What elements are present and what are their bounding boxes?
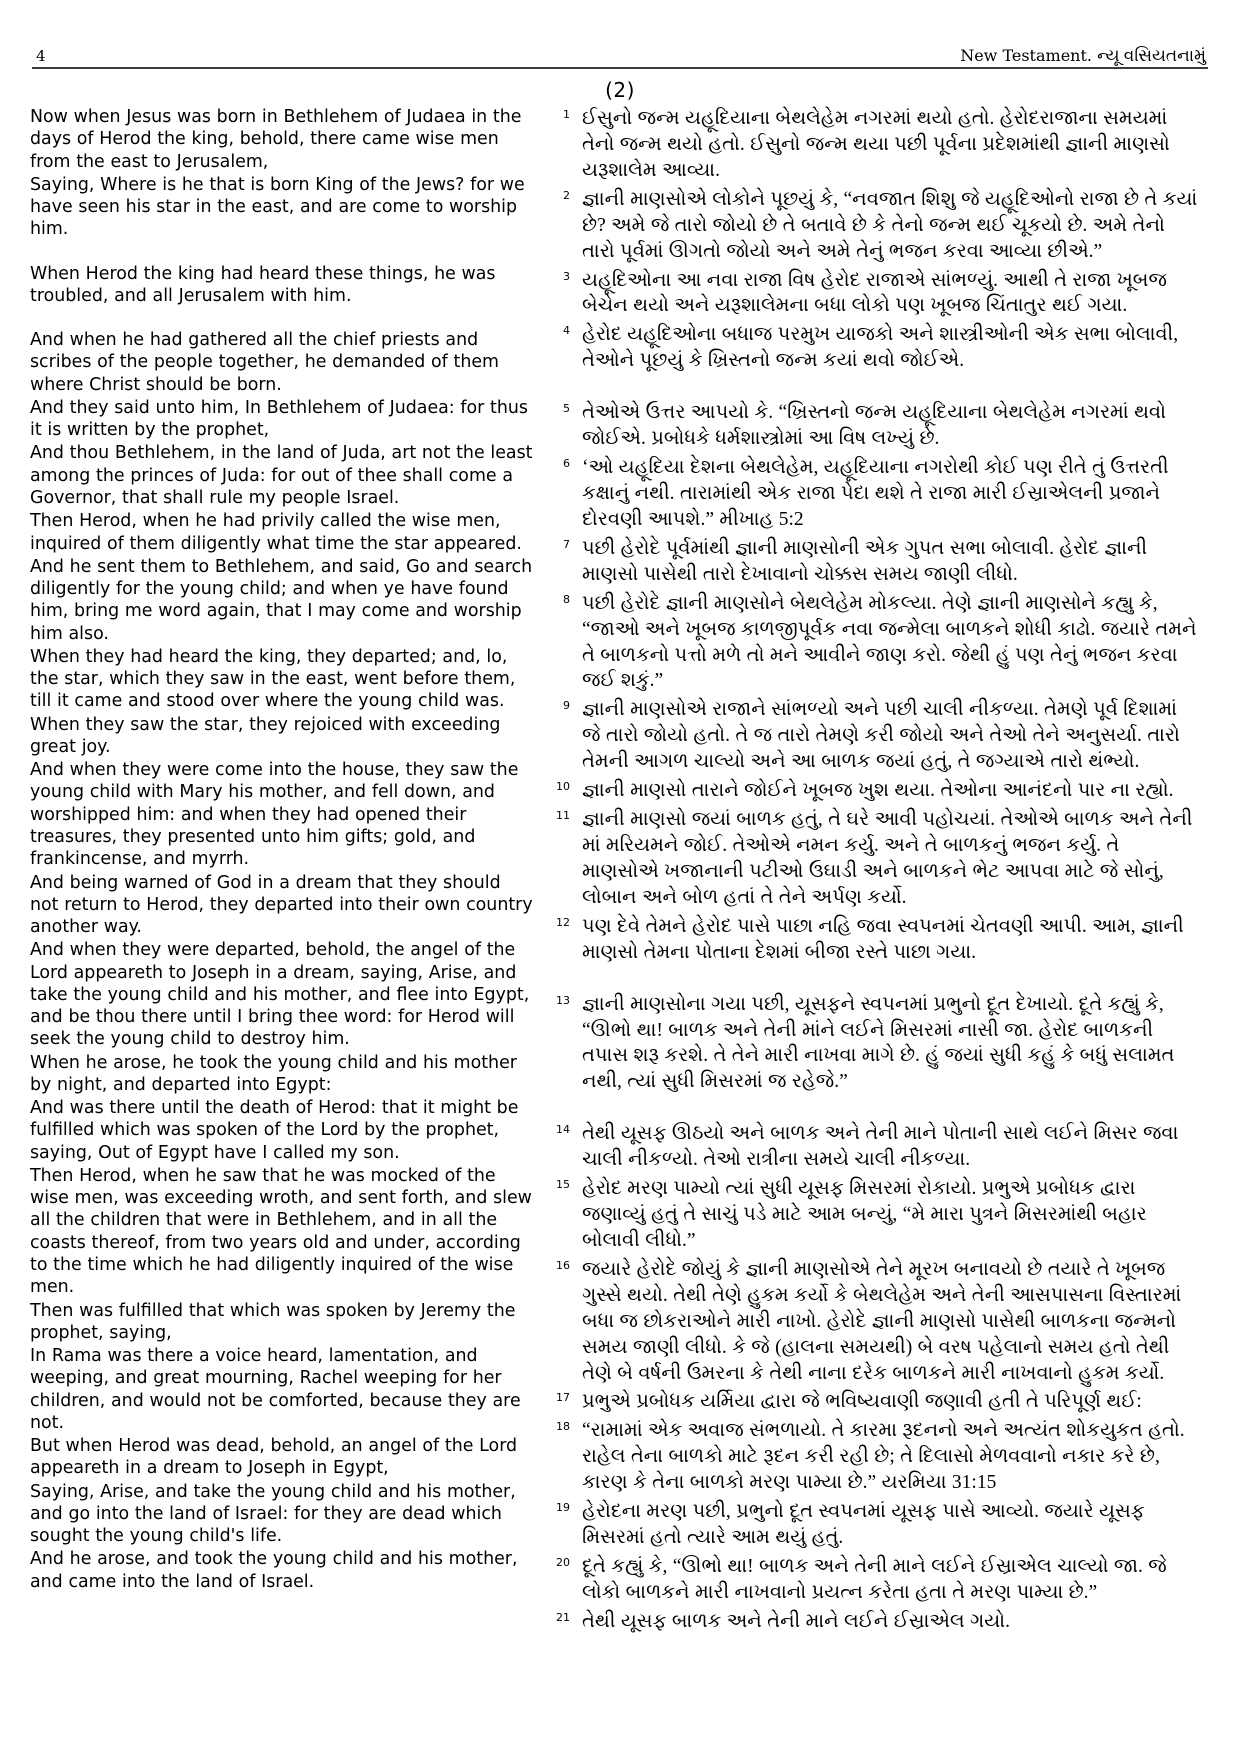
verse-text: જ્ઞાની માણસો જયાં બાળક હતું, તે ઘરે આવી પહોચયાં. તેઓએ બાળક અને તેની માં મરિયમને જોઈ. તેઓએ નમન કર્યુ. અને તે બાળકનું ભજન કર્યુ. તે માણસોએ ખજાનાની પટીઓ ઉઘાડી અને બાળકને ભેટ આપવા માટે જે સોનું, લોબાન અને બોળ હતાં તે તેને અર્પણ કર્યો. [582, 809, 1193, 908]
verse-number: 13 [556, 993, 570, 1007]
english-verse: And when they were departed, behold, the angel of the Lord appeareth to Joseph in a dream, saying, Arise, and take the young child and his mother, and flee into Egypt, and be thou there until I bring thee word: for Herod will seek the young child to destroy him. [30, 940, 530, 1050]
gujarati-verse [548, 807, 1198, 911]
gujarati-verse [548, 914, 1198, 966]
gujarati-verse [548, 322, 1198, 374]
verse-text: જ્ઞાની માણસો તારાને જોઈને ખૂબજ ખુશ થયા. તેઓના આનંદનો પાર ના રહ્યો. [582, 780, 1174, 802]
english-verse: And thou Bethlehem, in the land of Juda, art not the least among the princes of Juda: for out of thee shall come a Governor, that shall rule my people Israel. [30, 443, 533, 508]
running-title-english: New Testament. [960, 46, 1092, 65]
gujarati-verse [548, 400, 1198, 452]
english-verse: Saying, Arise, and take the young child and his mother, and go into the land of Israel: for they are dead which sought the young child's life. [30, 1481, 516, 1547]
verse-text: દૂતે કહ્યું કે, “ઊભો થા! બાળક અને તેની માને લઈને ઈસ્રાએલ ચાલ્યો જા. જે લોકો બાળકને મારી નાખવાનો પ્રયત્ન કરેતા હતા તે મરણ પામ્યા છે.” [582, 1556, 1167, 1603]
verse-number: 12 [556, 915, 570, 929]
english-verse: And when they were come into the house, they saw the young child with Mary his mother, and fell down, and worshipped him: and when they had opened their treasures, they presented unto him gifts; gold, and frankincense, and myrrh. [30, 760, 519, 870]
gujarati-verse [548, 778, 1198, 804]
verse-text: તેથી યૂસફ બાળક અને તેની માને લઈને ઈસ્રાએલ ગયો. [582, 1610, 1010, 1632]
header-rule [32, 67, 1208, 69]
english-verse: And he sent them to Bethlehem, and said, Go and search diligently for the young child; and when ye have found him, bring me word again, that I may come and worship him also. [30, 556, 533, 644]
gujarati-column [538, 106, 1198, 1638]
verse-text: ‘ઓ યહૂદિયા દેશના બેથલેહેમ, યહૂદિયાના નગરોથી કોઈ પણ રીતે તું ઉત્તરતી કક્ષાનું નથી. તારામાંથી એક રાજા પેદા થશે તે રાજા મારી ઈસ્રાએલની પ્રજાને દોરવણી આપશે.” મીખાહ 5:2 [582, 457, 1169, 530]
gujarati-verse [548, 1389, 1198, 1415]
english-verse: When he arose, he took the young child and his mother by night, and departed into Egypt: [30, 1052, 517, 1095]
english-verse: Then was fulfilled that which was spoken by Jeremy the prophet, saying, [30, 1300, 516, 1343]
english-verse: When they had heard the king, they departed; and, lo, the star, which they saw in the east, went before them, till it came and stood over where the young child was. [30, 646, 516, 712]
verse-number: 10 [556, 780, 570, 794]
chapter-marker: (2) [605, 78, 635, 102]
english-verse: And being warned of God in a dream that they should not return to Herod, they departed into their own country another way. [30, 872, 533, 938]
gujarati-verse [548, 268, 1198, 320]
gujarati-verse [548, 1609, 1198, 1635]
verse-number: 18 [556, 1420, 570, 1434]
gujarati-verse [548, 591, 1198, 695]
verse-text: ઈસુનો જન્મ યહૂદિયાના બેથલેહેમ નગરમાં થયો હતો. હેરોદરાજાના સમયમાં તેનો જન્મ થયો હતો. ઈસુનો જન્મ થયા પછી પૂર્વના પ્રદેશમાંથી જ્ઞાની માણસો યરૂશાલેમ આવ્યા. [582, 108, 1170, 181]
verse-text: યહૂદિઓના આ નવા રાજા વિષ હેરોદ રાજાએ સાંભળ્યું. આથી તે રાજા ખૂબજ બેચેન થયો અને યરૂશાલેમના બધા લોકો પણ ખૂબજ ચિંતાતુર થઈ ગયા. [582, 269, 1167, 317]
verse-text: જ્ઞાની માણસોના ગયા પછી, યૂસફને સ્વપનમાં પ્રભુનો દૂત દેખાયો. દૂતે કહ્યું કે, “ઊભો થા! બાળક અને તેની માંને લઈને મિસરમાં નાસી જા. હેરોદ બાળકની તપાસ શરૂ કરશે. તે તેને મારી નાખવા માગે છે. હું જયાં સુધી કહું કે બધું સલામત નથી, ત્યાં સુધી મિસરમાં જ રહેજે.” [582, 993, 1175, 1093]
verse-text: તેઓએ ઉત્તર આપયો કે. “ખ્રિસ્તનો જન્મ યહૂદિયાના બેથલેહેમ નગરમાં થવો જોઈએ. પ્રબોધકે ધર્મશાસ્ત્રોમાં આ વિષ લખ્યું છે. [582, 402, 1166, 450]
gujarati-verse [548, 1176, 1198, 1254]
verse-number: 14 [556, 1123, 570, 1137]
verse-number: 16 [556, 1258, 570, 1272]
gujarati-verse [548, 106, 1198, 184]
verse-number: 1 [563, 108, 570, 121]
gujarati-verse [548, 1418, 1198, 1496]
verse-text: “રામામાં એક અવાજ સંભળાયો. તે કારમા રૂદનનો અને અત્યંત શોકયુકત હતો. રાહેલ તેના બાળકો માટે રૂદન કરી રહી છે; તે દિલાસો મેળવવાનો નકાર કરે છે, કારણ કે તેના બાળકો મરણ પામ્યા છે.” યરમિયા 31:15 [582, 1420, 1185, 1494]
english-verse: Saying, Where is he that is born King of the Jews? for we have seen his star in the east, and are come to worship him. [30, 174, 525, 240]
gujarati-verse [548, 536, 1198, 588]
verse-number: 2 [563, 188, 570, 202]
gujarati-verse [548, 1554, 1198, 1606]
verse-text: પ્રભુએ પ્રબોધક યર્મિયા દ્વારા જે ભવિષ્યવાણી જણાવી હતી તે પરિપૂર્ણ થઈ: [582, 1391, 1142, 1413]
english-verse: And when he had gathered all the chief priests and scribes of the people together, he demanded of them where Christ should be born. [30, 330, 499, 395]
verse-number: 4 [563, 324, 570, 338]
verse-number: 7 [563, 537, 570, 551]
verse-number: 21 [556, 1610, 570, 1624]
gujarati-verse [548, 455, 1198, 533]
verse-text: હેરોદ યહૂદિઓના બધાજ પરમુખ યાજકો અને શાસ્ત્રીઓની એક સભા બોલાવી, તેઓને પૂછયું કે ખ્રિસ્તનો જન્મ કયાં થવો જોઈએ. [582, 324, 1179, 372]
gujarati-verse [548, 1121, 1198, 1173]
verse-text: જયારે હેરોદે જોયું કે જ્ઞાની માણસોએ તેને મૂરખ બનાવયો છે તયારે તે ખૂબજ ગુસ્સે થયો. તેથી તેણે હુકમ કર્યો કે બેથલેહેમ અને તેની આસપાસના વિસ્તારમાં બધા જ છોકરાઓને મારી નાખો. હેરોદે જ્ઞાની માણસો પાસેથી બાળકના જન્મનો સમય જાણી લીધો. કે જે (હાલના સમયથી) બે વરષ પહેલાનો સમય હતો તેથી તેણે બે વર્ષની ઉમરના કે તેથી નાના દરેક બાળકને મારી નાખવાનો હુકમ કર્યો. [582, 1258, 1182, 1384]
two-column-body [30, 106, 1210, 1638]
verse-text: જ્ઞાની માણસોએ લોકોને પૂછયું કે, “નવજાત શિશુ જે યહૂદિઓનો રાજા છે તે કયાં છે? અમે જે તારો જોયો છે તે બતાવે છે કે તેનો જન્મ થઈ ચૂકયો છે. અમે તેનો તારો પૂર્વમાં ઊગતો જોયો અને અમે તેનું ભજન કરવા આવ્યા છીએ.” [582, 188, 1198, 262]
verse-number: 5 [563, 402, 570, 416]
verse-number: 19 [556, 1501, 570, 1515]
gujarati-verse [548, 1257, 1198, 1387]
english-verse: Then Herod, when he saw that he was mocked of the wise men, was exceeding wroth, and sent forth, and slew all the children that were in Bethlehem, and in all the coasts thereof, from two years old and under, according to the time which he had diligently inquired of the wise men. [30, 1165, 532, 1298]
verse-text: હેરોદ મરણ પામ્યો ત્યાં સુધી યૂસફ મિસરમાં રોકાયો. પ્રભુએ પ્રબોધક દ્વારા જણાવ્યું હતું તે સાચું પડે માટે આમ બન્યું, “મે મારા પુત્રને મિસરમાંથી બહાર બોલાવી લીધો.” [582, 1178, 1147, 1251]
running-title [960, 47, 1206, 64]
running-head [30, 30, 1210, 64]
verse-text: પણ દેવે તેમને હેરોદ પાસે પાછા નહિ જવા સ્વપનમાં ચેતવણી આપી. આમ, જ્ઞાની માણસો તેમના પોતાના દેશમાં બીજા રસ્તે પાછા ગયા. [582, 915, 1184, 963]
gujarati-verse [548, 187, 1198, 265]
verse-number: 20 [556, 1556, 570, 1570]
verse-text: તેથી યૂસફ ઊઠયો અને બાળક અને તેની માને પોતાની સાથે લઈને મિસર જવા ચાલી નીકળ્યો. તેઓ રાત્રીના સમયે ચાલી નીકળ્યા. [582, 1123, 1179, 1171]
english-verse: And was there until the death of Herod: that it might be fulfilled which was spoken of the Lord by the prophet, saying, Out of Egypt have I called my son. [30, 1098, 519, 1163]
verse-number: 6 [563, 457, 570, 471]
verse-text: જ્ઞાની માણસોએ રાજાને સાંભળ્યો અને પછી ચાલી નીકળ્યા. તેમણે પૂર્વ દિશામાં જે તારો જોયો હતો. તે જ તારો તેમણે કરી જોયો અને તેઓ તેને અનુસર્યા. તારો તેમની આગળ ચાલ્યો અને આ બાળક જયાં હતું, તે જગ્યાએ તારો થંભ્યો. [582, 699, 1180, 773]
verse-text: હેરોદના મરણ પછી, પ્રભુનો દૂત સ્વપનમાં યૂસફ પાસે આવ્યો. જયારે યૂસફ મિસરમાં હતો ત્યારે આમ થયું હતું. [582, 1501, 1145, 1549]
english-verse: Now when Jesus was born in Bethlehem of Judaea in the days of Herod the king, behold, there came wise men from the east to Jerusalem, [30, 107, 522, 172]
english-column [30, 106, 538, 1594]
verse-number: 15 [556, 1178, 570, 1192]
verse-number: 17 [556, 1391, 570, 1405]
english-verse: But when Herod was dead, behold, an angel of the Lord appeareth in a dream to Joseph in Egypt, [30, 1436, 518, 1479]
verse-text: પછી હેરોદે પૂર્વમાંથી જ્ઞાની માણસોની એક ગુપત સભા બોલાવી. હેરોદ જ્ઞાની માણસો પાસેથી તારો દેખાવાનો ચોક્કસ સમય જાણી લીધો. [582, 537, 1148, 585]
verse-number: 3 [563, 269, 570, 283]
gujarati-verse [548, 1499, 1198, 1551]
page-number: 4 [36, 47, 46, 65]
english-verse: When they saw the star, they rejoiced with exceeding great joy. [30, 714, 501, 757]
verse-number: 8 [563, 592, 570, 606]
gujarati-verse [548, 697, 1198, 775]
verse-text: પછી હેરોદે જ્ઞાની માણસોને બેથલેહેમ મોકલ્યા. તેણે જ્ઞાની માણસોને કહ્યુ કે, “જાઓ અને ખૂબજ કાળજીપૂર્વક નવા જન્મેલા બાળકને શોધી કાઢો. જયારે તમને તે બાળકનો પત્તો મળે તો મને આવીને જાણ કરો. જેથી હું પણ તેનું ભજન કરવા જઈ શકું.” [582, 592, 1197, 692]
gujarati-verse [548, 992, 1198, 1096]
english-verse: And they said unto him, In Bethlehem of Judaea: for thus it is written by the prophet, [30, 397, 528, 441]
running-title-gujarati: ન્યૂ વસિયતનામું [1097, 46, 1206, 65]
verse-number: 9 [563, 699, 570, 713]
english-verse: And he arose, and took the young child and his mother, and came into the land of Israel. [30, 1549, 518, 1592]
english-verse: Then Herod, when he had privily called the wise men, inquired of them diligently what time the star appeared. [30, 511, 522, 554]
english-verse: In Rama was there a voice heard, lamentation, and weeping, and great mourning, Rachel weeping for her children, and would not be comforted, because they are not. [30, 1346, 521, 1433]
verse-number: 11 [556, 809, 570, 823]
english-verse: When Herod the king had heard these things, he was troubled, and all Jerusalem with him. [30, 263, 496, 306]
